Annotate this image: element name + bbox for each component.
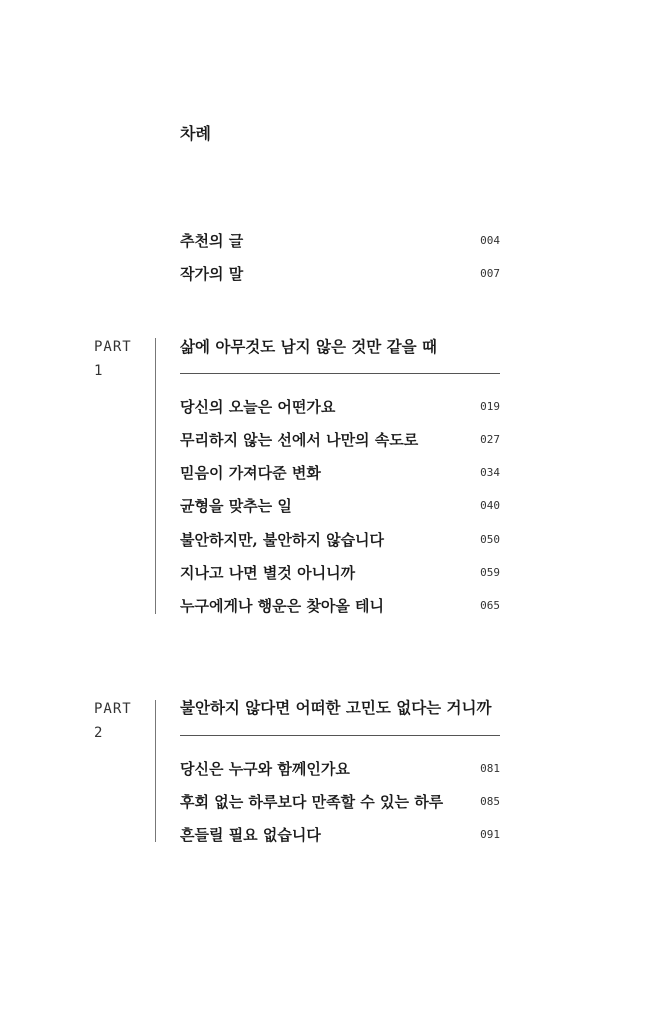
toc-entry[interactable] bbox=[180, 757, 500, 779]
page-title: 차례 bbox=[180, 124, 211, 143]
toc-entry[interactable] bbox=[180, 461, 500, 483]
part-heading-underline bbox=[180, 373, 500, 374]
entry-page-number: 091 bbox=[480, 827, 500, 841]
entry-title: 지나고 나면 별것 아니니까 bbox=[180, 563, 356, 582]
entry-title: 균형을 맞추는 일 bbox=[180, 496, 292, 515]
toc-entry[interactable] bbox=[180, 494, 500, 516]
entry-page-number: 007 bbox=[480, 266, 500, 280]
toc-entry[interactable] bbox=[180, 528, 500, 550]
entry-page-number: 040 bbox=[480, 498, 500, 512]
entry-page-number: 027 bbox=[480, 432, 500, 446]
entry-title: 무리하지 않는 선에서 나만의 속도로 bbox=[180, 430, 419, 449]
part-divider-line bbox=[155, 338, 156, 614]
toc-entry[interactable] bbox=[180, 395, 500, 417]
toc-entry[interactable] bbox=[180, 262, 500, 284]
toc-entry[interactable] bbox=[180, 428, 500, 450]
part-number: 1 bbox=[94, 363, 104, 379]
entry-title: 누구에게나 행운은 찾아올 테니 bbox=[180, 596, 385, 615]
part-label bbox=[94, 335, 132, 383]
entry-page-number: 065 bbox=[480, 598, 500, 612]
part-number: 2 bbox=[94, 725, 104, 741]
toc-entry[interactable] bbox=[180, 823, 500, 845]
part-label-text: PART bbox=[94, 701, 132, 717]
entry-page-number: 019 bbox=[480, 399, 500, 413]
entry-title: 불안하지만, 불안하지 않습니다 bbox=[180, 530, 385, 549]
entry-page-number: 059 bbox=[480, 565, 500, 579]
entry-page-number: 050 bbox=[480, 532, 500, 546]
part-label-text: PART bbox=[94, 339, 132, 355]
entry-page-number: 085 bbox=[480, 794, 500, 808]
entry-title: 작가의 말 bbox=[180, 264, 244, 283]
toc-entry[interactable] bbox=[180, 594, 500, 616]
toc-entry[interactable] bbox=[180, 790, 500, 812]
toc-entry[interactable] bbox=[180, 229, 500, 251]
entry-title: 후회 없는 하루보다 만족할 수 있는 하루 bbox=[180, 792, 444, 811]
entry-title: 추천의 글 bbox=[180, 231, 244, 250]
entry-title: 믿음이 가져다준 변화 bbox=[180, 463, 321, 482]
entry-title: 당신의 오늘은 어떤가요 bbox=[180, 397, 336, 416]
entry-page-number: 004 bbox=[480, 233, 500, 247]
entry-title: 당신은 누구와 함께인가요 bbox=[180, 759, 350, 778]
entry-page-number: 034 bbox=[480, 465, 500, 479]
entry-title: 흔들릴 필요 없습니다 bbox=[180, 825, 321, 844]
part-heading: 삶에 아무것도 남지 않은 것만 같을 때 bbox=[180, 337, 437, 356]
part-divider-line bbox=[155, 700, 156, 842]
toc-entry[interactable] bbox=[180, 561, 500, 583]
entry-page-number: 081 bbox=[480, 761, 500, 775]
part-heading: 불안하지 않다면 어떠한 고민도 없다는 거니까 bbox=[180, 698, 492, 717]
part-label bbox=[94, 697, 132, 745]
part-heading-underline bbox=[180, 735, 500, 736]
